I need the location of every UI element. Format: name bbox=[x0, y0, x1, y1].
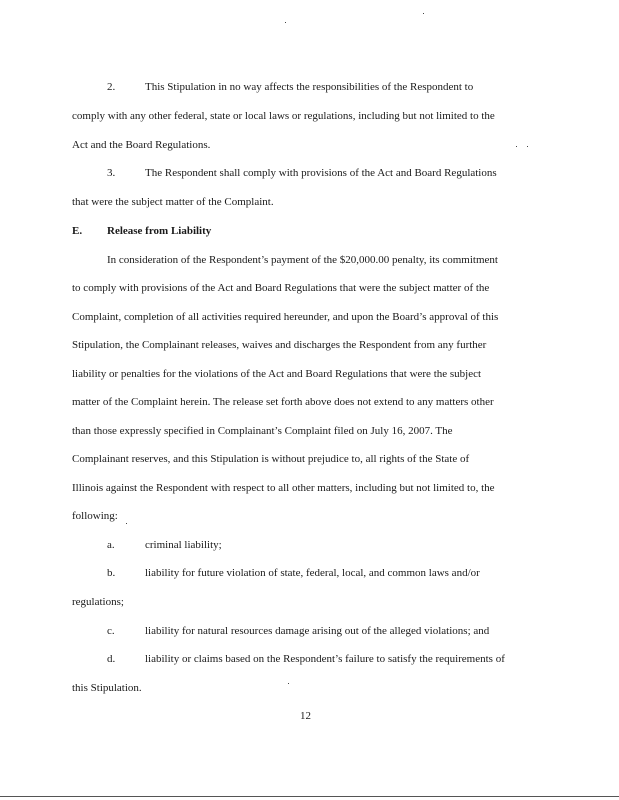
list-d-text: liability or claims based on the Respondent’s failure to satisfy the requirements of bbox=[145, 653, 505, 665]
item-3-number: 3. bbox=[107, 167, 116, 179]
section-heading: Release from Liability bbox=[107, 225, 212, 237]
body-line-4: Stipulation, the Complainant releases, waives and discharges the Respondent from any further bbox=[72, 339, 487, 351]
item-3-line-1: The Respondent shall comply with provisions of the Act and Board Regulations bbox=[145, 167, 497, 179]
body-line-9: Illinois against the Respondent with respect to all other matters, including but not limited to, the bbox=[72, 482, 495, 494]
item-2-line-1: This Stipulation in no way affects the responsibilities of the Respondent to bbox=[145, 81, 474, 93]
body-line-6: matter of the Complaint herein. The release set forth above does not extend to any matters other bbox=[72, 396, 494, 408]
body-line-7: than those expressly specified in Complainant’s Complaint filed on July 16, 2007. The bbox=[72, 425, 453, 437]
scan-speck bbox=[516, 146, 517, 147]
list-b-letter: b. bbox=[107, 567, 116, 579]
list-d-continuation: this Stipulation. bbox=[72, 682, 142, 694]
scan-speck bbox=[423, 13, 424, 14]
body-line-10: following: bbox=[72, 510, 118, 522]
bottom-rule bbox=[0, 796, 619, 797]
page-number: 12 bbox=[300, 710, 311, 722]
list-d-letter: d. bbox=[107, 653, 116, 665]
item-3-line-2: that were the subject matter of the Complaint. bbox=[72, 196, 274, 208]
body-line-1: In consideration of the Respondent’s payment of the $20,000.00 penalty, its commitment bbox=[107, 254, 498, 266]
list-c-letter: c. bbox=[107, 625, 115, 637]
body-line-2: to comply with provisions of the Act and Board Regulations that were the subject matter of the bbox=[72, 282, 490, 294]
list-b-text: liability for future violation of state, federal, local, and common laws and/or bbox=[145, 567, 480, 579]
scan-speck bbox=[288, 683, 289, 684]
list-c-text: liability for natural resources damage arising out of the alleged violations; and bbox=[145, 625, 490, 637]
list-b-continuation: regulations; bbox=[72, 596, 124, 608]
body-line-5: liability or penalties for the violations of the Act and Board Regulations that were the subject bbox=[72, 368, 482, 380]
scan-speck bbox=[527, 146, 528, 147]
scan-speck bbox=[285, 22, 286, 23]
item-2-number: 2. bbox=[107, 81, 116, 93]
scan-speck bbox=[126, 523, 127, 524]
item-2-line-3: Act and the Board Regulations. bbox=[72, 139, 211, 151]
list-a-text: criminal liability; bbox=[145, 539, 222, 551]
list-a-letter: a. bbox=[107, 539, 115, 551]
body-line-8: Complainant reserves, and this Stipulation is without prejudice to, all rights of the State of bbox=[72, 453, 470, 465]
body-line-3: Complaint, completion of all activities required hereunder, and upon the Board’s approval of this bbox=[72, 311, 499, 323]
item-2-line-2: comply with any other federal, state or local laws or regulations, including but not limited to the bbox=[72, 110, 495, 122]
section-letter: E. bbox=[72, 225, 83, 237]
